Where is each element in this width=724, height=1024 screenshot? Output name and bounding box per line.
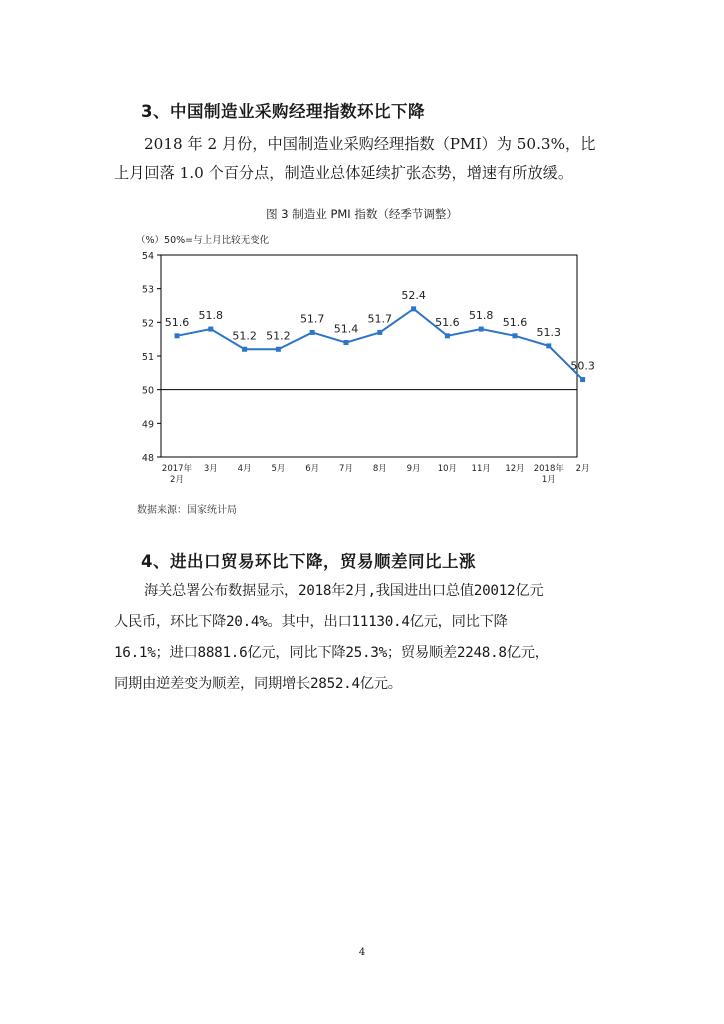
y-tick-label: 50 <box>141 385 154 397</box>
x-tick-label: 5月 <box>271 464 286 474</box>
data-label: 51.6 <box>502 315 528 329</box>
paragraph-line: 2018 年 2 月份，中国制造业采购经理指数（PMI）为 50.3%，比 <box>144 135 596 153</box>
data-label: 51.3 <box>536 325 562 339</box>
data-point <box>344 340 349 345</box>
x-tick-label: 8月 <box>372 464 387 474</box>
data-label: 51.8 <box>468 309 494 323</box>
figure-caption: 图 3 制造业 PMI 指数（经季节调整） <box>266 207 458 221</box>
paragraph-line: 人民币，环比下降20.4%。其中，出口11130.4亿元，同比下降 <box>114 614 508 630</box>
section-4-paragraph <box>114 576 619 700</box>
data-point <box>580 377 585 382</box>
data-label: 51.6 <box>435 315 460 329</box>
y-tick-label: 54 <box>141 251 154 262</box>
data-point <box>546 343 551 348</box>
data-point <box>479 327 484 332</box>
y-tick-label: 48 <box>141 453 154 464</box>
y-tick-label: 53 <box>141 284 154 296</box>
paragraph-line: 上月回落 1.0 个百分点，制造业总体延续扩张态势，增速有所放缓。 <box>114 164 574 182</box>
data-label: 51.4 <box>333 322 359 336</box>
data-point <box>310 330 315 335</box>
x-tick-label: 11月 <box>471 464 491 474</box>
data-point <box>175 333 180 338</box>
plot-frame <box>161 255 577 457</box>
x-tick-label: 2月 <box>170 475 184 485</box>
y-tick-label: 52 <box>141 318 154 330</box>
x-tick-label: 2017年 <box>161 464 193 474</box>
paragraph-line: 海关总署公布数据显示，2018年2月,我国进出口总值20012亿元 <box>144 583 544 599</box>
data-label: 51.6 <box>164 315 190 329</box>
data-label: 51.2 <box>232 329 257 343</box>
x-tick-label: 12月 <box>505 464 525 474</box>
data-point <box>513 333 518 338</box>
x-tick-label: 7月 <box>339 464 353 474</box>
data-point <box>208 327 213 332</box>
x-tick-label: 6月 <box>305 464 320 474</box>
paragraph-line: 16.1%；进口8881.6亿元，同比下降25.3%；贸易顺差2248.8亿元， <box>114 645 549 661</box>
paragraph-line: 同期由逆差变为顺差，同期增长2852.4亿元。 <box>114 676 402 692</box>
data-point <box>276 347 281 352</box>
x-tick-label: 2018年 <box>533 464 564 474</box>
data-point <box>411 306 416 311</box>
y-tick-label: 49 <box>141 419 154 431</box>
page-number: 4 <box>358 947 366 958</box>
x-tick-label: 10月 <box>437 464 458 474</box>
x-tick-label: 1月 <box>541 475 556 485</box>
data-label: 51.7 <box>367 312 393 326</box>
x-tick-label: 9月 <box>406 464 421 474</box>
x-tick-label: 4月 <box>237 464 252 474</box>
x-tick-label: 3月 <box>203 464 218 474</box>
figure-source: 数据来源：国家统计局 <box>137 505 237 516</box>
data-label: 51.8 <box>198 309 224 323</box>
data-point <box>377 330 382 335</box>
y-axis-label: （%）50%=与上月比较无变化 <box>136 235 270 246</box>
data-label: 51.7 <box>299 312 325 326</box>
x-tick-label: 2月 <box>575 464 590 474</box>
data-point <box>445 333 450 338</box>
data-label: 50.3 <box>570 359 595 373</box>
section-4-heading: 4、进出口贸易环比下降，贸易顺差同比上涨 <box>141 552 476 571</box>
y-tick-label: 51 <box>141 352 154 363</box>
data-label: 51.2 <box>266 329 291 343</box>
section-3-heading: 3、中国制造业采购经理指数环比下降 <box>141 102 425 121</box>
data-label: 52.4 <box>401 288 426 302</box>
data-point <box>242 347 247 352</box>
